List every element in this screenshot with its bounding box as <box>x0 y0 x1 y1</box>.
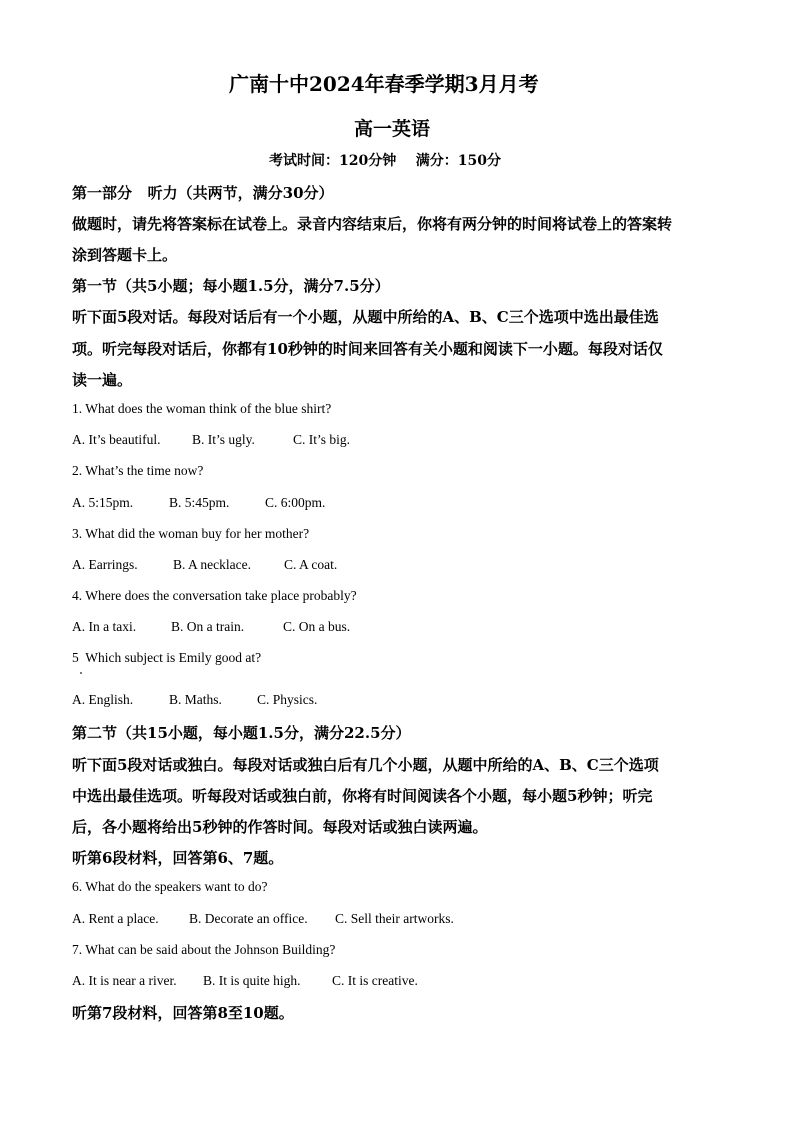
question-3: 3. What did the woman buy for her mother? <box>72 526 310 541</box>
option-a[interactable]: A. Rent a place. <box>72 911 159 926</box>
option-b[interactable]: B. It is quite high. <box>203 973 301 988</box>
option-c[interactable]: C. It is creative. <box>332 973 418 988</box>
option-a[interactable]: A. It is near a river. <box>72 973 177 988</box>
exam-subtitle: 高一英语 <box>354 118 431 140</box>
question-7: 7. What can be said about the Johnson Building? <box>72 942 336 957</box>
option-c[interactable]: C. 6:00pm. <box>265 495 326 510</box>
option-b[interactable]: B. It’s ugly. <box>192 432 255 447</box>
part1-heading: 第一部分 听力（共两节，满分30分） <box>72 184 334 202</box>
question-6: 6. What do the speakers want to do? <box>72 879 268 894</box>
section1-instruction-line: 读一遍。 <box>72 371 133 389</box>
question-6-options <box>0 911 794 929</box>
option-c[interactable]: C. It’s big. <box>293 432 351 447</box>
option-b[interactable]: B. On a train. <box>171 619 245 634</box>
question-3-options <box>0 557 794 575</box>
question-2-options <box>0 495 794 513</box>
option-b[interactable]: B. Maths. <box>169 692 222 707</box>
part1-instruction-line: 做题时，请先将答案标在试卷上。录音内容结束后，你将有两分钟的时间将试卷上的答案转 <box>72 215 673 233</box>
option-b[interactable]: B. A necklace. <box>173 557 251 572</box>
option-a[interactable]: A. It’s beautiful. <box>72 432 161 447</box>
question-4-options <box>0 619 794 637</box>
option-c[interactable]: C. On a bus. <box>283 619 351 634</box>
option-b[interactable]: B. 5:45pm. <box>169 495 230 510</box>
material-6-heading: 听第6段材料，回答第6、7题。 <box>72 849 284 867</box>
stray-dot <box>80 672 82 674</box>
material-7-heading: 听第7段材料，回答第8至10题。 <box>72 1004 294 1022</box>
part1-instruction-line: 涂到答题卡上。 <box>72 246 178 264</box>
section1-heading: 第一节（共5小题；每小题1.5分，满分7.5分） <box>72 277 390 295</box>
question-2: 2. What’s the time now? <box>72 463 204 478</box>
question-7-options <box>0 973 794 991</box>
option-c[interactable]: C. Physics. <box>257 692 318 707</box>
section2-instruction-line: 后，各小题将给出5秒钟的作答时间。每段对话或独白读两遍。 <box>72 818 488 836</box>
question-4: 4. Where does the conversation take place probably? <box>72 588 357 603</box>
section1-instruction-line: 听下面5段对话。每段对话后有一个小题，从题中所给的A、B、C三个选项中选出最佳选 <box>72 308 659 326</box>
question-5-options <box>0 692 794 710</box>
question-1: 1. What does the woman think of the blue shirt? <box>72 401 332 416</box>
option-a[interactable]: A. English. <box>72 692 134 707</box>
option-c[interactable]: C. A coat. <box>284 557 338 572</box>
section2-heading: 第二节（共15小题，每小题1.5分，满分22.5分） <box>72 724 411 742</box>
option-c[interactable]: C. Sell their artworks. <box>335 911 454 926</box>
option-b[interactable]: B. Decorate an office. <box>189 911 308 926</box>
exam-info: 考试时间：120分钟 满分：150分 <box>269 153 501 169</box>
section1-instruction-line: 项。听完每段对话后，你都有10秒钟的时间来回答有关小题和阅读下一小题。每段对话仅 <box>72 340 663 358</box>
option-a[interactable]: A. In a taxi. <box>72 619 137 634</box>
question-5: 5 Which subject is Emily good at? <box>72 650 262 665</box>
option-a[interactable]: A. Earrings. <box>72 557 138 572</box>
exam-title: 广南十中2024年春季学期3月月考 <box>229 72 539 96</box>
section2-instruction-line: 中选出最佳选项。听每段对话或独白前，你将有时间阅读各个小题，每小题5秒钟；听完 <box>72 787 653 805</box>
question-1-options <box>0 432 794 450</box>
option-a[interactable]: A. 5:15pm. <box>72 495 134 510</box>
section2-instruction-line: 听下面5段对话或独白。每段对话或独白后有几个小题，从题中所给的A、B、C三个选项 <box>72 756 659 774</box>
